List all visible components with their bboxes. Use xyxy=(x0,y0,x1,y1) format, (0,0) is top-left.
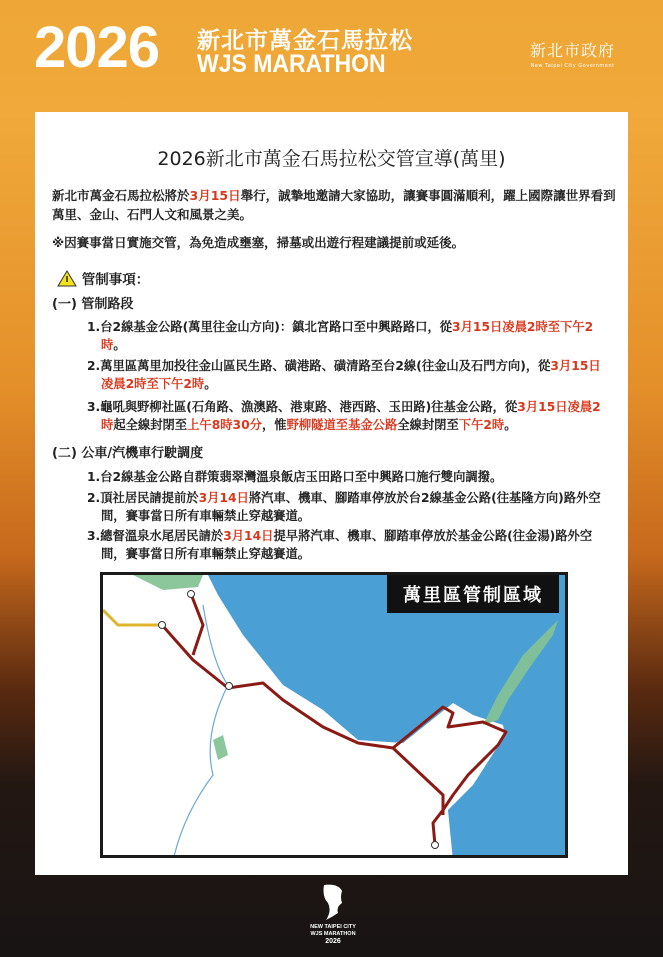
forest xyxy=(133,575,228,760)
control-area-map xyxy=(100,572,568,858)
s2-title: (二) 公車/汽機車行駛調度 xyxy=(52,446,204,461)
header-title-zh: 新北市萬金石馬拉松 xyxy=(197,28,413,54)
s2-item-3 xyxy=(87,527,612,563)
sea xyxy=(208,575,568,858)
intro-text-rest: 舉行，誠摯地邀請大家協助，讓賽事圓滿順利，躍上國際讓世界看到萬里、金山、石門人文和風景之美。 xyxy=(52,188,616,222)
gov-logo-en: New Taipei City Government xyxy=(530,63,615,69)
time: 上午8時30分 xyxy=(187,418,262,432)
s2-item-2 xyxy=(87,489,612,525)
route-point xyxy=(159,622,166,629)
map-title: 萬里區管制區域 xyxy=(387,575,559,613)
intro-date: 3月15日 xyxy=(189,188,241,203)
text: 3.龜吼與野柳社區(石角路、漁澳路、港東路、港西路、玉田路)往基金公路，從 xyxy=(87,400,518,414)
s1-item-3 xyxy=(87,398,612,434)
time: 下午2時 xyxy=(458,418,505,432)
gov-logo-zh: 新北市政府 xyxy=(530,41,616,60)
road: 野柳隧道至基金公路 xyxy=(286,418,398,432)
logo-line2: WJS MARATHON xyxy=(310,931,356,937)
route-point xyxy=(188,591,195,598)
map-graphic xyxy=(103,575,568,858)
runner-head-icon xyxy=(318,883,348,921)
s1-item-1 xyxy=(87,318,612,354)
text: 將汽車、機車、腳踏車停放於台2線基金公路(往基隆方向)路外空間，賽事當日所有車輛禁止穿越賽道。 xyxy=(101,491,601,523)
warning-icon xyxy=(57,270,77,287)
time: 3月15日凌晨2時至下午2時 xyxy=(101,320,594,352)
section-heading xyxy=(57,270,627,290)
s1-item-2 xyxy=(87,357,612,393)
text: 提早將汽車、機車、腳踏車停放於基金公路(往金湯)路外空間，賽事當日所有車輛禁止穿越賽道。 xyxy=(101,529,593,561)
date: 3月14日 xyxy=(198,491,249,505)
time: 3月15日凌晨2時 xyxy=(101,400,601,432)
s1-title: (一) 管制路段 xyxy=(52,297,134,312)
river xyxy=(173,605,228,858)
route-point xyxy=(226,683,233,690)
s2-item-1: 1.台2線基金公路自群策翡翠灣溫泉飯店玉田路口至中興路口施行雙向調撥。 xyxy=(87,470,503,484)
text: 。 xyxy=(113,338,126,352)
section-heading-text: 管制事項： xyxy=(81,272,150,288)
header-title-en: WJS MARATHON xyxy=(197,50,386,78)
text: ，惟 xyxy=(261,418,287,432)
header-year: 2026 xyxy=(34,15,160,80)
time: 3月15日凌晨2時至下午2時 xyxy=(101,359,601,391)
notice-card xyxy=(35,112,628,875)
logo-year: 2026 xyxy=(325,938,341,945)
text: 2.萬里區萬里加投往金山區民生路、磺港路、磺清路至台2線(往金山及石門方向)，從 xyxy=(87,359,551,373)
text: 起全線封閉至 xyxy=(113,418,188,432)
text: 。 xyxy=(204,377,217,391)
text: 2.頂社居民請提前於 xyxy=(87,491,199,505)
gov-logo xyxy=(530,38,615,69)
logo-line1: NEW TAIPEI CITY xyxy=(310,924,356,930)
date: 3月14日 xyxy=(223,529,274,543)
text: 全線封閉至 xyxy=(397,418,459,432)
text: 。 xyxy=(504,418,517,432)
intro-paragraph xyxy=(52,186,622,224)
route-point xyxy=(432,842,439,849)
intro-text: 新北市萬金石馬拉松將於 xyxy=(52,188,190,203)
text: 1.台2線基金公路(萬里往金山方向)：鎮北宮路口至中興路路口，從 xyxy=(87,320,453,334)
doc-title: 2026新北市萬金石馬拉松交管宣導(萬里) xyxy=(157,148,506,170)
highway xyxy=(103,610,158,625)
marathon-logo xyxy=(305,883,361,945)
note: ※因賽事當日實施交管，為免造成壅塞，掃墓或出遊行程建議提前或延後。 xyxy=(52,235,465,250)
text: 3.總督溫泉水尾居民請於 xyxy=(87,529,224,543)
